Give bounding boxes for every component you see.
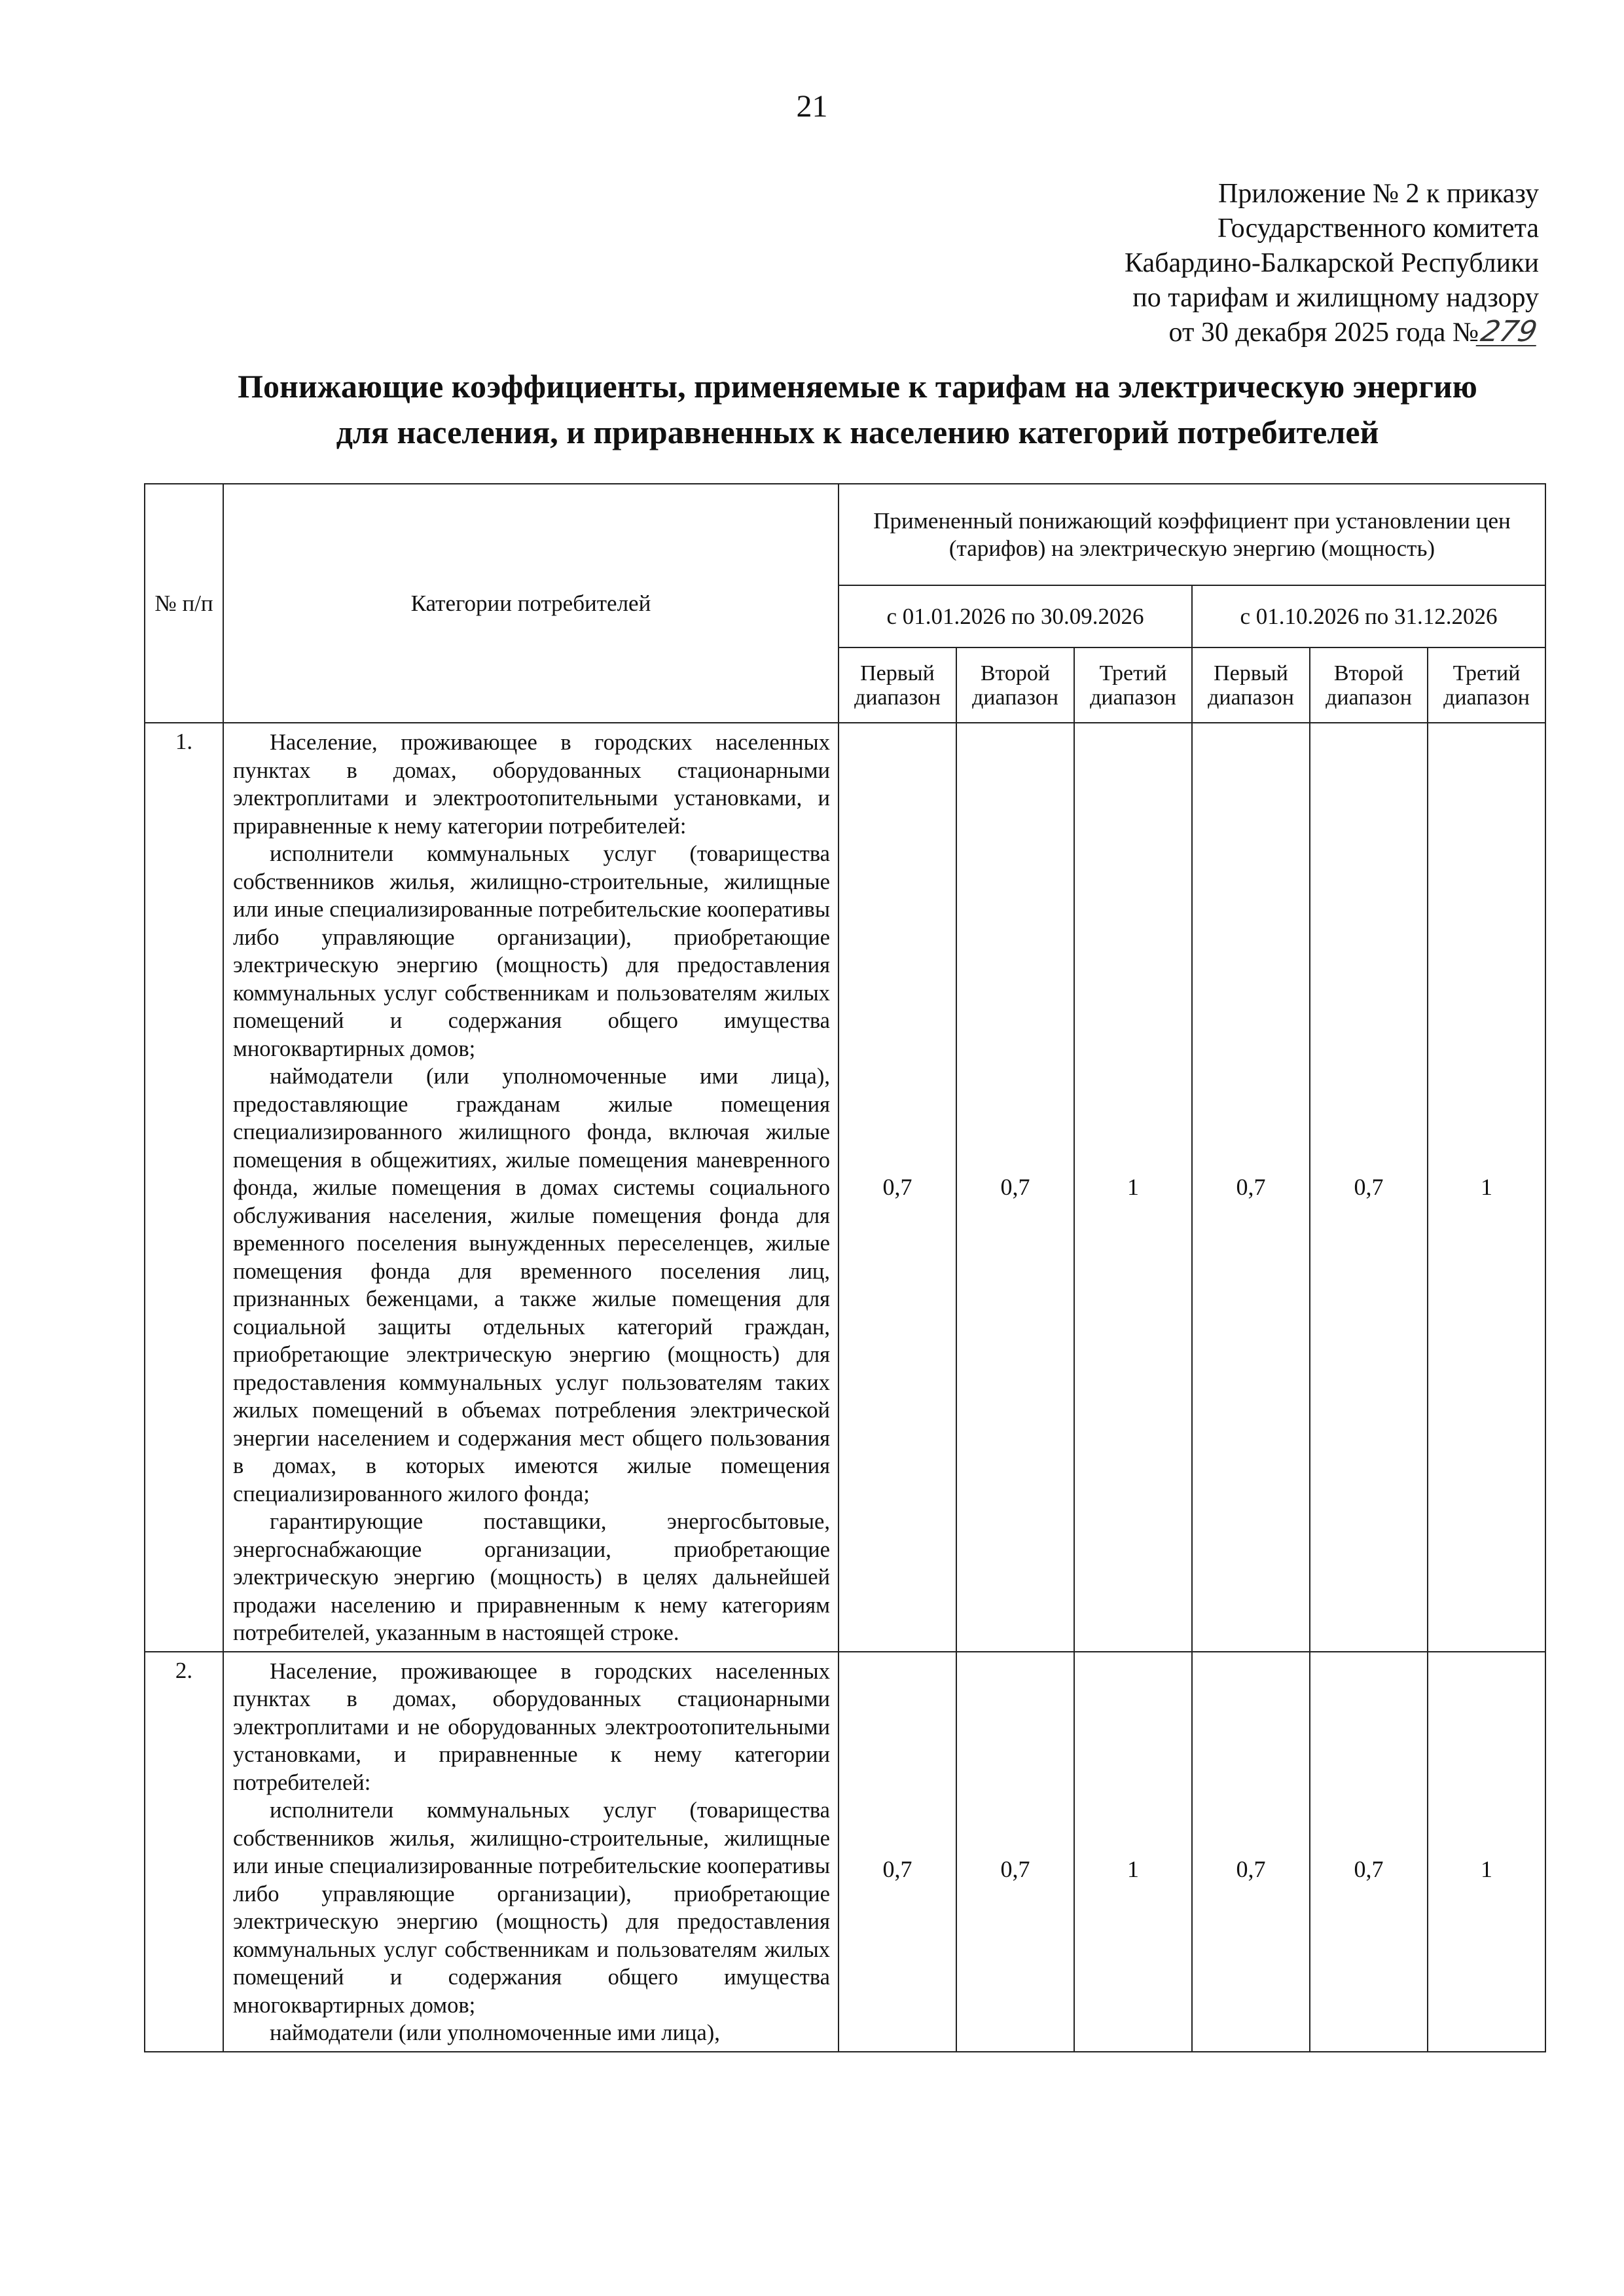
description-paragraph: гарантирующие поставщики, энергосбытовые, энергоснабжающие организации, приобретающие электрическую энергию (мощность) в целях дальнейшей продажи населению и приравненным к нему категориям потребителей, указанным в настоящей строке. [233,1509,830,1645]
coefficient-value: 1 [1428,723,1545,1652]
table-row [145,723,1545,1652]
coefficient-value: 0,7 [1192,1652,1310,2052]
approval-line: Приложение № 2 к приказу [1218,179,1539,209]
row-description [223,1652,839,2052]
coefficients-table [144,483,1546,2052]
coefficient-value: 0,7 [1310,1652,1428,2052]
row-description [223,723,839,1652]
approval-line: Государственного комитета [1218,213,1539,244]
coefficient-value: 1 [1428,1652,1545,2052]
approval-line: Кабардино-Балкарской Республики [1125,248,1539,278]
page-number: 21 [796,89,828,124]
header-period-1: с 01.01.2026 по 30.09.2026 [839,585,1192,647]
header-range: Второй диапазон [1310,647,1428,723]
coefficient-value: 0,7 [839,1652,956,2052]
coefficient-value: 1 [1074,1652,1192,2052]
header-period-2: с 01.10.2026 по 31.12.2026 [1192,585,1545,647]
handwritten-order-number: 279 [1476,319,1542,346]
header-range: Первый диапазон [839,647,956,723]
coefficient-value: 0,7 [1192,723,1310,1652]
description-paragraph: наймодатели (или уполномоченные ими лица), [270,2020,720,2045]
table-row [145,1652,1545,2052]
description-paragraph: исполнители коммунальных услуг (товарищества собственников жилья, жилищно-строительные, жилищные или иные специализированные потребительские кооперативы либо управляющие организации), приобретающие электрическую энергию (мощность) для предоставления коммунальных услуг собственникам и пользователям жилых помещений и содержания общего имущества многоквартирных домов; [233,841,830,1061]
description-paragraph: исполнители коммунальных услуг (товарищества собственников жилья, жилищно-строительные, жилищные или иные специализированные потребительские кооперативы либо управляющие организации), приобретающие электрическую энергию (мощность) для предоставления коммунальных услуг собственникам и пользователям жилых помещений и содержания общего имущества многоквартирных домов; [233,1798,830,2018]
title-line-1: Понижающие коэффициенты, применяемые к тарифам на электрическую энергию [238,368,1477,405]
header-range: Второй диапазон [956,647,1074,723]
description-paragraph: Население, проживающее в городских населенных пунктах в домах, оборудованных стационарными электроплитами и электроотопительными установками, и приравненные к нему категории потребителей: [233,730,830,839]
coefficient-value: 1 [1074,723,1192,1652]
description-paragraph: наймодатели (или уполномоченные ими лица), предоставляющие гражданам жилые помещения специализированного жилищного фонда, включая жилые помещения в общежитиях, жилые помещения маневренного фонда, жилые помещения в домах системы социального обслуживания населения, жилые помещения фонда для временного поселения вынужденных переселенцев, жилые помещения фонда для временного поселения лиц, признанных беженцами, а также жилые помещения для социальной защиты отдельных категорий граждан, приобретающие электрическую энергию (мощность) для предоставления коммунальных услуг пользователям таких жилых помещений в объемах потребления электрической энергии населением и содержания мест общего пользования в домах, в которых имеются жилые помещения специализированного жилого фонда; [233,1064,830,1506]
header-range: Третий диапазон [1428,647,1545,723]
coefficient-value: 0,7 [956,1652,1074,2052]
description-paragraph: Население, проживающее в городских населенных пунктах в домах, оборудованных стационарными электроплитами и не оборудованных электроотопительными установками, и приравненные к нему категории потребителей: [233,1658,830,1795]
approval-line: по тарифам и жилищному надзору [1132,283,1539,313]
header-number: № п/п [145,484,223,723]
approval-date-text: от 30 декабря 2025 года № [1168,318,1479,348]
header-range: Третий диапазон [1074,647,1192,723]
title-line-2: для населения, и приравненных к населению категорий потребителей [336,414,1379,450]
document-title [170,363,1545,455]
header-coefficient: Примененный понижающий коэффициент при установлении цен (тарифов) на электрическую энергию (мощность) [839,484,1545,585]
approval-date-line [1125,316,1539,350]
coefficient-value: 0,7 [839,723,956,1652]
approval-block [1125,177,1539,350]
row-number: 2. [145,1652,223,2052]
header-category: Категории потребителей [223,484,839,723]
coefficient-value: 0,7 [1310,723,1428,1652]
coefficient-value: 0,7 [956,723,1074,1652]
header-row [145,484,1545,585]
row-number: 1. [145,723,223,1652]
header-range: Первый диапазон [1192,647,1310,723]
